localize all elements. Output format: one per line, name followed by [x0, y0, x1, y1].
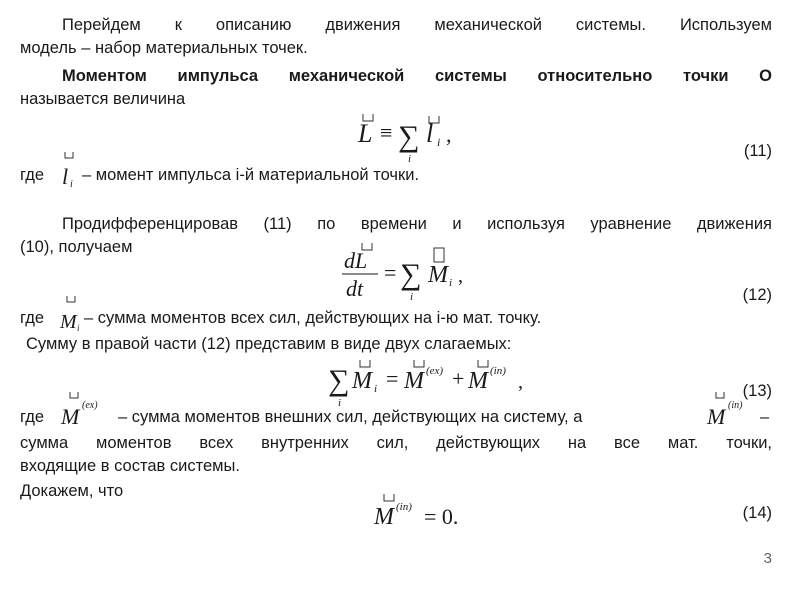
- equation-11-number: (11): [743, 142, 772, 160]
- eq13-sup2: (in): [490, 365, 506, 377]
- eq14-m: M: [374, 504, 394, 530]
- eq13-term: M: [352, 368, 372, 394]
- para3: Сумму в правой части (12) представим в виде двух слагаемых:: [26, 335, 512, 353]
- equation-14-number: (14): [742, 504, 772, 522]
- equation-13-number: (13): [742, 382, 772, 400]
- eq12-term: M: [428, 262, 448, 288]
- eq13-sup1: (ex): [426, 365, 444, 377]
- svg-text:(in): (in): [728, 400, 743, 411]
- where11-symbol: [60, 150, 80, 193]
- prove-text: Докажем, что: [20, 482, 124, 500]
- where11-pre: где: [20, 166, 45, 184]
- svg-text:M: M: [707, 404, 726, 429]
- where13-end: –: [760, 408, 770, 426]
- eq12-sum: ∑: [400, 258, 422, 291]
- eq13-term-sub: i: [374, 383, 378, 395]
- eq12-den: dt: [346, 276, 364, 301]
- equation-12-number: (12): [742, 286, 772, 304]
- where11-post: – момент импульса i-й материальной точки.: [82, 166, 420, 184]
- page-number: 3: [763, 550, 772, 567]
- equation-13: [328, 352, 538, 415]
- equation-11: [350, 108, 470, 173]
- equation-12: [336, 240, 466, 309]
- eq13-sum-sub: i: [338, 397, 342, 409]
- where13-symbol-ex: [60, 390, 112, 435]
- definition-bold-line: Моментом импульса механической системы относительно точки О: [62, 67, 772, 85]
- para2-line-1: Продифференцировав (11) по времени и используя уравнение движения: [62, 215, 772, 233]
- where13-mid: – сумма моментов внешних сил, действующих на систему, а: [118, 408, 583, 426]
- svg-text:l: l: [62, 164, 69, 188]
- eq13-plus: +: [452, 366, 465, 391]
- eq11-term: l: [426, 119, 434, 148]
- intro-line-1: Перейдем к описанию движения механической системы. Используем: [62, 16, 772, 34]
- intro-line-2: модель – набор материальных точек.: [20, 39, 308, 57]
- eq12-term-sub: i: [449, 277, 453, 289]
- eq12-num: dL: [344, 248, 368, 273]
- eq11-term-sub: i: [437, 135, 441, 149]
- eq13-tail: ,: [518, 371, 523, 393]
- equation-14: [372, 490, 482, 539]
- eq12-tail: ,: [458, 265, 463, 287]
- where12-post: – сумма моментов всех сил, действующих на i-ю мат. точку.: [84, 309, 542, 327]
- svg-text:M: M: [61, 404, 80, 429]
- eq14-sup: (in): [396, 501, 412, 513]
- eq11-sum: ∑: [398, 120, 420, 153]
- svg-text:i: i: [70, 179, 73, 188]
- where12-symbol: [58, 294, 84, 337]
- eq12-op: =: [384, 260, 397, 285]
- svg-text:i: i: [77, 323, 80, 332]
- where12-pre: где: [20, 309, 45, 327]
- eq11-op: ≡: [380, 120, 393, 145]
- para2-line-2: (10), получаем: [20, 238, 133, 256]
- eq12-sum-sub: i: [410, 291, 414, 303]
- where13-pre: где: [20, 408, 45, 426]
- eq11-tail: ,: [446, 122, 452, 147]
- where13-line-2: сумма моментов всех внутренних сил, действующих на все мат. точки,: [20, 434, 772, 452]
- where13-symbol-in: [706, 390, 758, 435]
- eq13-op1: =: [386, 366, 399, 391]
- definition-line-2: называется величина: [20, 90, 186, 108]
- eq13-m2: M: [468, 368, 488, 394]
- svg-text:M: M: [60, 311, 77, 332]
- svg-text:(ex): (ex): [82, 400, 98, 411]
- eq13-sum: ∑: [328, 364, 350, 397]
- eq14-rhs: = 0.: [424, 504, 459, 529]
- where13-line-3: входящие в состав системы.: [20, 457, 240, 475]
- eq11-lhs: L: [358, 119, 373, 148]
- eq13-m1: M: [404, 368, 424, 394]
- eq11-sum-sub: i: [408, 153, 412, 165]
